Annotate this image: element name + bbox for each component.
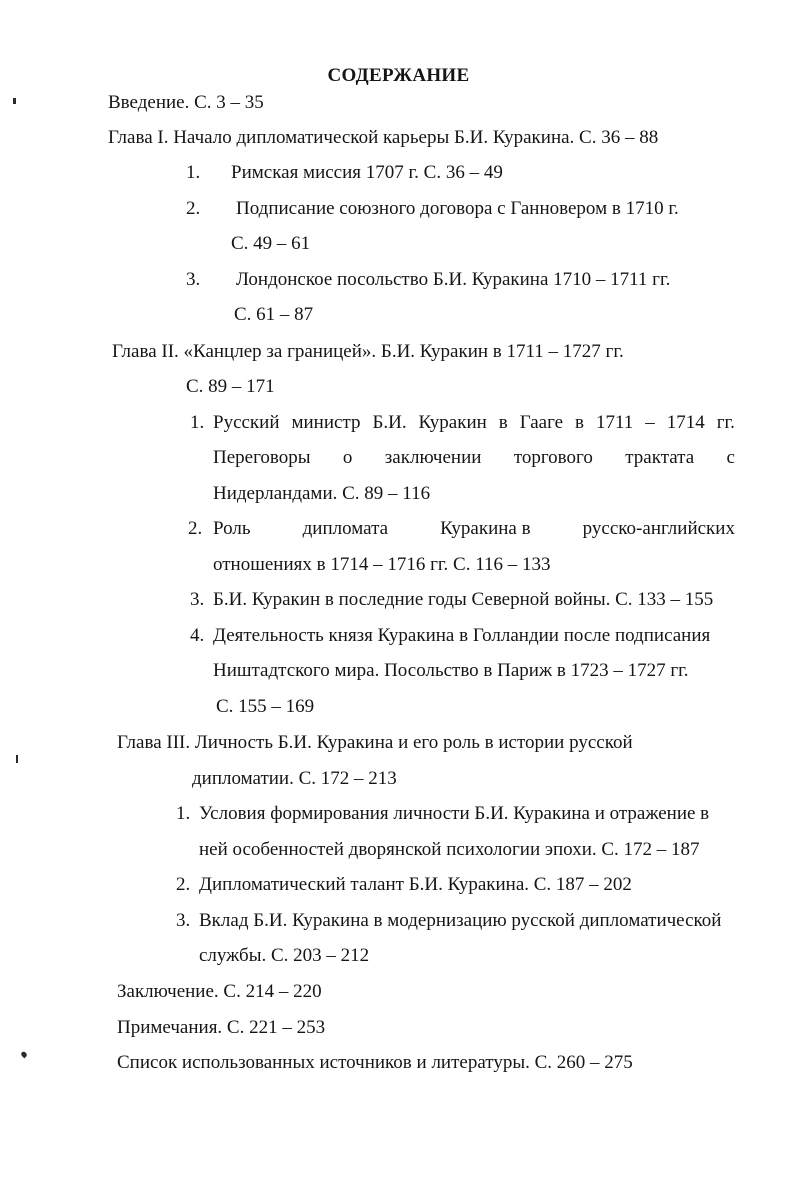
- word: в: [575, 412, 585, 433]
- toc-chapter-3-item-1-number: 1.: [176, 803, 191, 824]
- toc-chapter-1-item-3: Лондонское посольство Б.И. Куракина 1710 – 1711 гг.: [236, 269, 671, 290]
- word: торгового: [513, 447, 593, 468]
- toc-chapter-3-item-3-line-1: Вклад Б.И. Куракина в модернизацию русской дипломатической: [199, 910, 722, 931]
- toc-chapter-2-item-4-number: 4.: [190, 625, 205, 646]
- word: министр: [291, 412, 361, 433]
- toc-chapter-2-item-3: Б.И. Куракин в последние годы Северной войны. С. 133 – 155: [213, 589, 714, 610]
- word: трактата: [625, 447, 695, 468]
- toc-chapter-1-item-2-number: 2.: [186, 198, 201, 219]
- word: –: [645, 412, 655, 433]
- toc-chapter-2-item-1-line-1: [213, 411, 735, 435]
- toc-chapter-3-item-2: Дипломатический талант Б.И. Куракина. С. 187 – 202: [199, 874, 632, 895]
- toc-chapter-3-item-1-line-1: Условия формирования личности Б.И. Куракина и отражение в: [199, 803, 710, 824]
- toc-entry-notes: Примечания. С. 221 – 253: [117, 1017, 326, 1038]
- toc-chapter-2-item-1-line-2: [213, 446, 735, 470]
- toc-chapter-1-item-2: Подписание союзного договора с Ганновером в 1710 г.: [236, 198, 679, 219]
- toc-chapter-3-item-2-number: 2.: [176, 874, 191, 895]
- toc-chapter-2-item-2-line-1: [213, 517, 735, 541]
- scan-speck: [20, 1051, 28, 1059]
- toc-chapter-1-heading: Глава I. Начало дипломатической карьеры Б.И. Куракина. С. 36 – 88: [108, 127, 659, 148]
- toc-chapter-2-pages: С. 89 – 171: [186, 376, 275, 397]
- scan-speck: [16, 755, 18, 763]
- word: заключении: [384, 447, 482, 468]
- toc-chapter-1-item-2-pages: С. 49 – 61: [231, 233, 311, 254]
- toc-entry-conclusion: Заключение. С. 214 – 220: [117, 981, 322, 1002]
- word: Б.И.: [372, 412, 407, 433]
- toc-chapter-2-item-4-line-3: С. 155 – 169: [216, 696, 315, 717]
- word: гг.: [716, 412, 735, 433]
- toc-chapter-1-item-3-pages: С. 61 – 87: [234, 304, 314, 325]
- toc-chapter-3-pages: дипломатии. С. 172 – 213: [192, 768, 397, 789]
- word: 1714: [666, 412, 705, 433]
- toc-chapter-1-item-1: Римская миссия 1707 г. С. 36 – 49: [231, 162, 503, 183]
- word: 1711: [596, 412, 634, 433]
- toc-chapter-2-item-4-line-1: Деятельность князя Куракина в Голландии после подписания: [213, 625, 711, 646]
- toc-chapter-2-item-4-line-2: Ништадтского мира. Посольство в Париж в 1723 – 1727 гг.: [213, 660, 689, 681]
- toc-chapter-2-item-1-line-3: Нидерландами. С. 89 – 116: [213, 483, 431, 504]
- word: с: [726, 447, 735, 468]
- word: Переговоры: [213, 447, 311, 468]
- toc-chapter-2-item-2-number: 2.: [188, 518, 203, 539]
- word: дипломата: [302, 518, 389, 539]
- word: Куракин: [418, 412, 487, 433]
- word: русско-английских: [582, 518, 735, 539]
- word: в: [498, 412, 508, 433]
- toc-chapter-2-item-1-number: 1.: [190, 412, 205, 433]
- word: Гааге: [519, 412, 564, 433]
- toc-chapter-2-item-2-line-2: отношениях в 1714 – 1716 гг. С. 116 – 133: [213, 554, 551, 575]
- toc-entry-introduction: Введение. С. 3 – 35: [108, 92, 264, 113]
- toc-entry-sources: Список использованных источников и литературы. С. 260 – 275: [117, 1052, 633, 1073]
- toc-chapter-3-heading: Глава III. Личность Б.И. Куракина и его роль в истории русской: [117, 732, 633, 753]
- toc-chapter-3-item-3-line-2: службы. С. 203 – 212: [199, 945, 370, 966]
- toc-chapter-2-heading: Глава II. «Канцлер за границей». Б.И. Куракин в 1711 – 1727 гг.: [112, 341, 624, 362]
- toc-chapter-2-item-3-number: 3.: [190, 589, 205, 610]
- word: Роль: [213, 518, 251, 539]
- word: о: [342, 447, 353, 468]
- page-title: СОДЕРЖАНИЕ: [327, 65, 470, 86]
- toc-chapter-3-item-1-line-2: ней особенностей дворянской психологии эпохи. С. 172 – 187: [199, 839, 700, 860]
- word: Русский: [213, 412, 280, 433]
- scan-speck: [13, 98, 16, 104]
- word: Куракина в: [440, 518, 531, 539]
- toc-chapter-1-item-1-number: 1.: [186, 162, 201, 183]
- toc-chapter-3-item-3-number: 3.: [176, 910, 191, 931]
- toc-chapter-1-item-3-number: 3.: [186, 269, 201, 290]
